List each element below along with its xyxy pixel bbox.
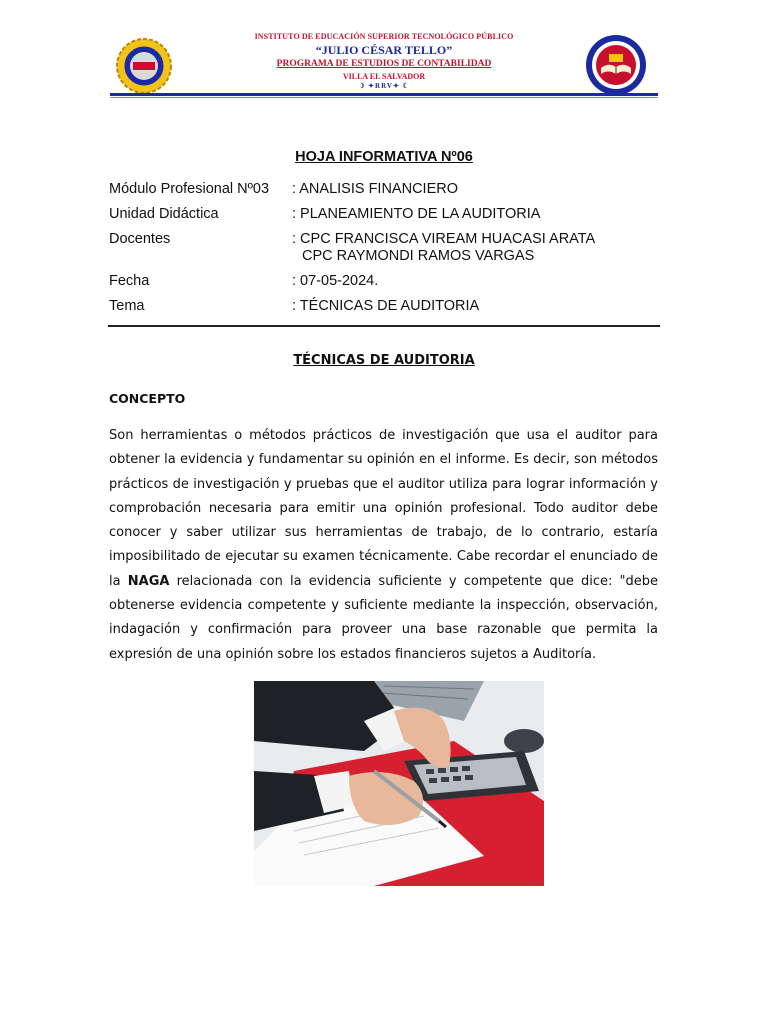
info-value: : TÉCNICAS DE AUDITORIA [292, 298, 480, 314]
institute-title: “JULIO CÉSAR TELLO” [315, 43, 453, 57]
info-value: : PLANEAMIENTO DE LA AUDITORIA [292, 206, 541, 222]
institute-name: INSTITUTO DE EDUCACIÓN SUPERIOR TECNOLÓGICO PÚBLICO [254, 32, 514, 41]
program-logo-right [585, 34, 647, 96]
info-value: : ANALISIS FINANCIERO [292, 181, 458, 197]
paragraph-text-continued: relacionada con la evidencia suficiente y competente que dice: "debe obtenerse evidencia competente y suficiente mediante la inspección, observación, indagación y confirmación para proveer una base razonable que permita la expresión de una opinión sobre los estados financieros sujetos a Auditoría. [109, 573, 658, 662]
info-label: Fecha [109, 273, 150, 289]
accounting-photo [254, 681, 544, 886]
paragraph-bold-naga: NAGA [127, 573, 170, 589]
info-label: Unidad Didáctica [109, 206, 219, 222]
paragraph-text: Son herramientas o métodos prácticos de investigación que usa el auditor para obtener la evidencia y fundamentar su opinión en el informe. Es decir, son métodos prácticos de investigación y pruebas que el auditor utiliza para lograr información y comprobación necesaria para emitir una opinión profesional. Todo auditor debe conocer y saber utilizar sus herramientas de trabajo, de lo contrario, estaría imposibilitado de ejecutar su examen técnicamente. Cabe recordar el enunciado de la [109, 428, 658, 589]
header-rule-thin [110, 97, 658, 98]
info-value: : 07-05-2024. [292, 273, 379, 289]
info-rule [108, 325, 660, 327]
concept-heading: CONCEPTO [109, 391, 186, 406]
info-label: Módulo Profesional Nº03 [109, 181, 270, 197]
header-rule [110, 93, 658, 96]
document-title: HOJA INFORMATIVA Nº06 [295, 149, 473, 165]
info-value-second-teacher: CPC RAYMONDI RAMOS VARGAS [302, 248, 535, 264]
info-label: Tema [109, 298, 145, 314]
header-ornament: ☽ ✦RRV✦ ☾ [358, 82, 410, 90]
section-title: TÉCNICAS DE AUDITORIA [293, 353, 475, 368]
info-value: : CPC FRANCISCA VIREAM HUACASI ARATA [292, 231, 596, 247]
concept-paragraph [109, 424, 658, 667]
location: VILLA EL SALVADOR [342, 72, 426, 81]
info-label: Docentes [109, 231, 171, 247]
program-name: PROGRAMA DE ESTUDIOS DE CONTABILIDAD [276, 59, 492, 69]
